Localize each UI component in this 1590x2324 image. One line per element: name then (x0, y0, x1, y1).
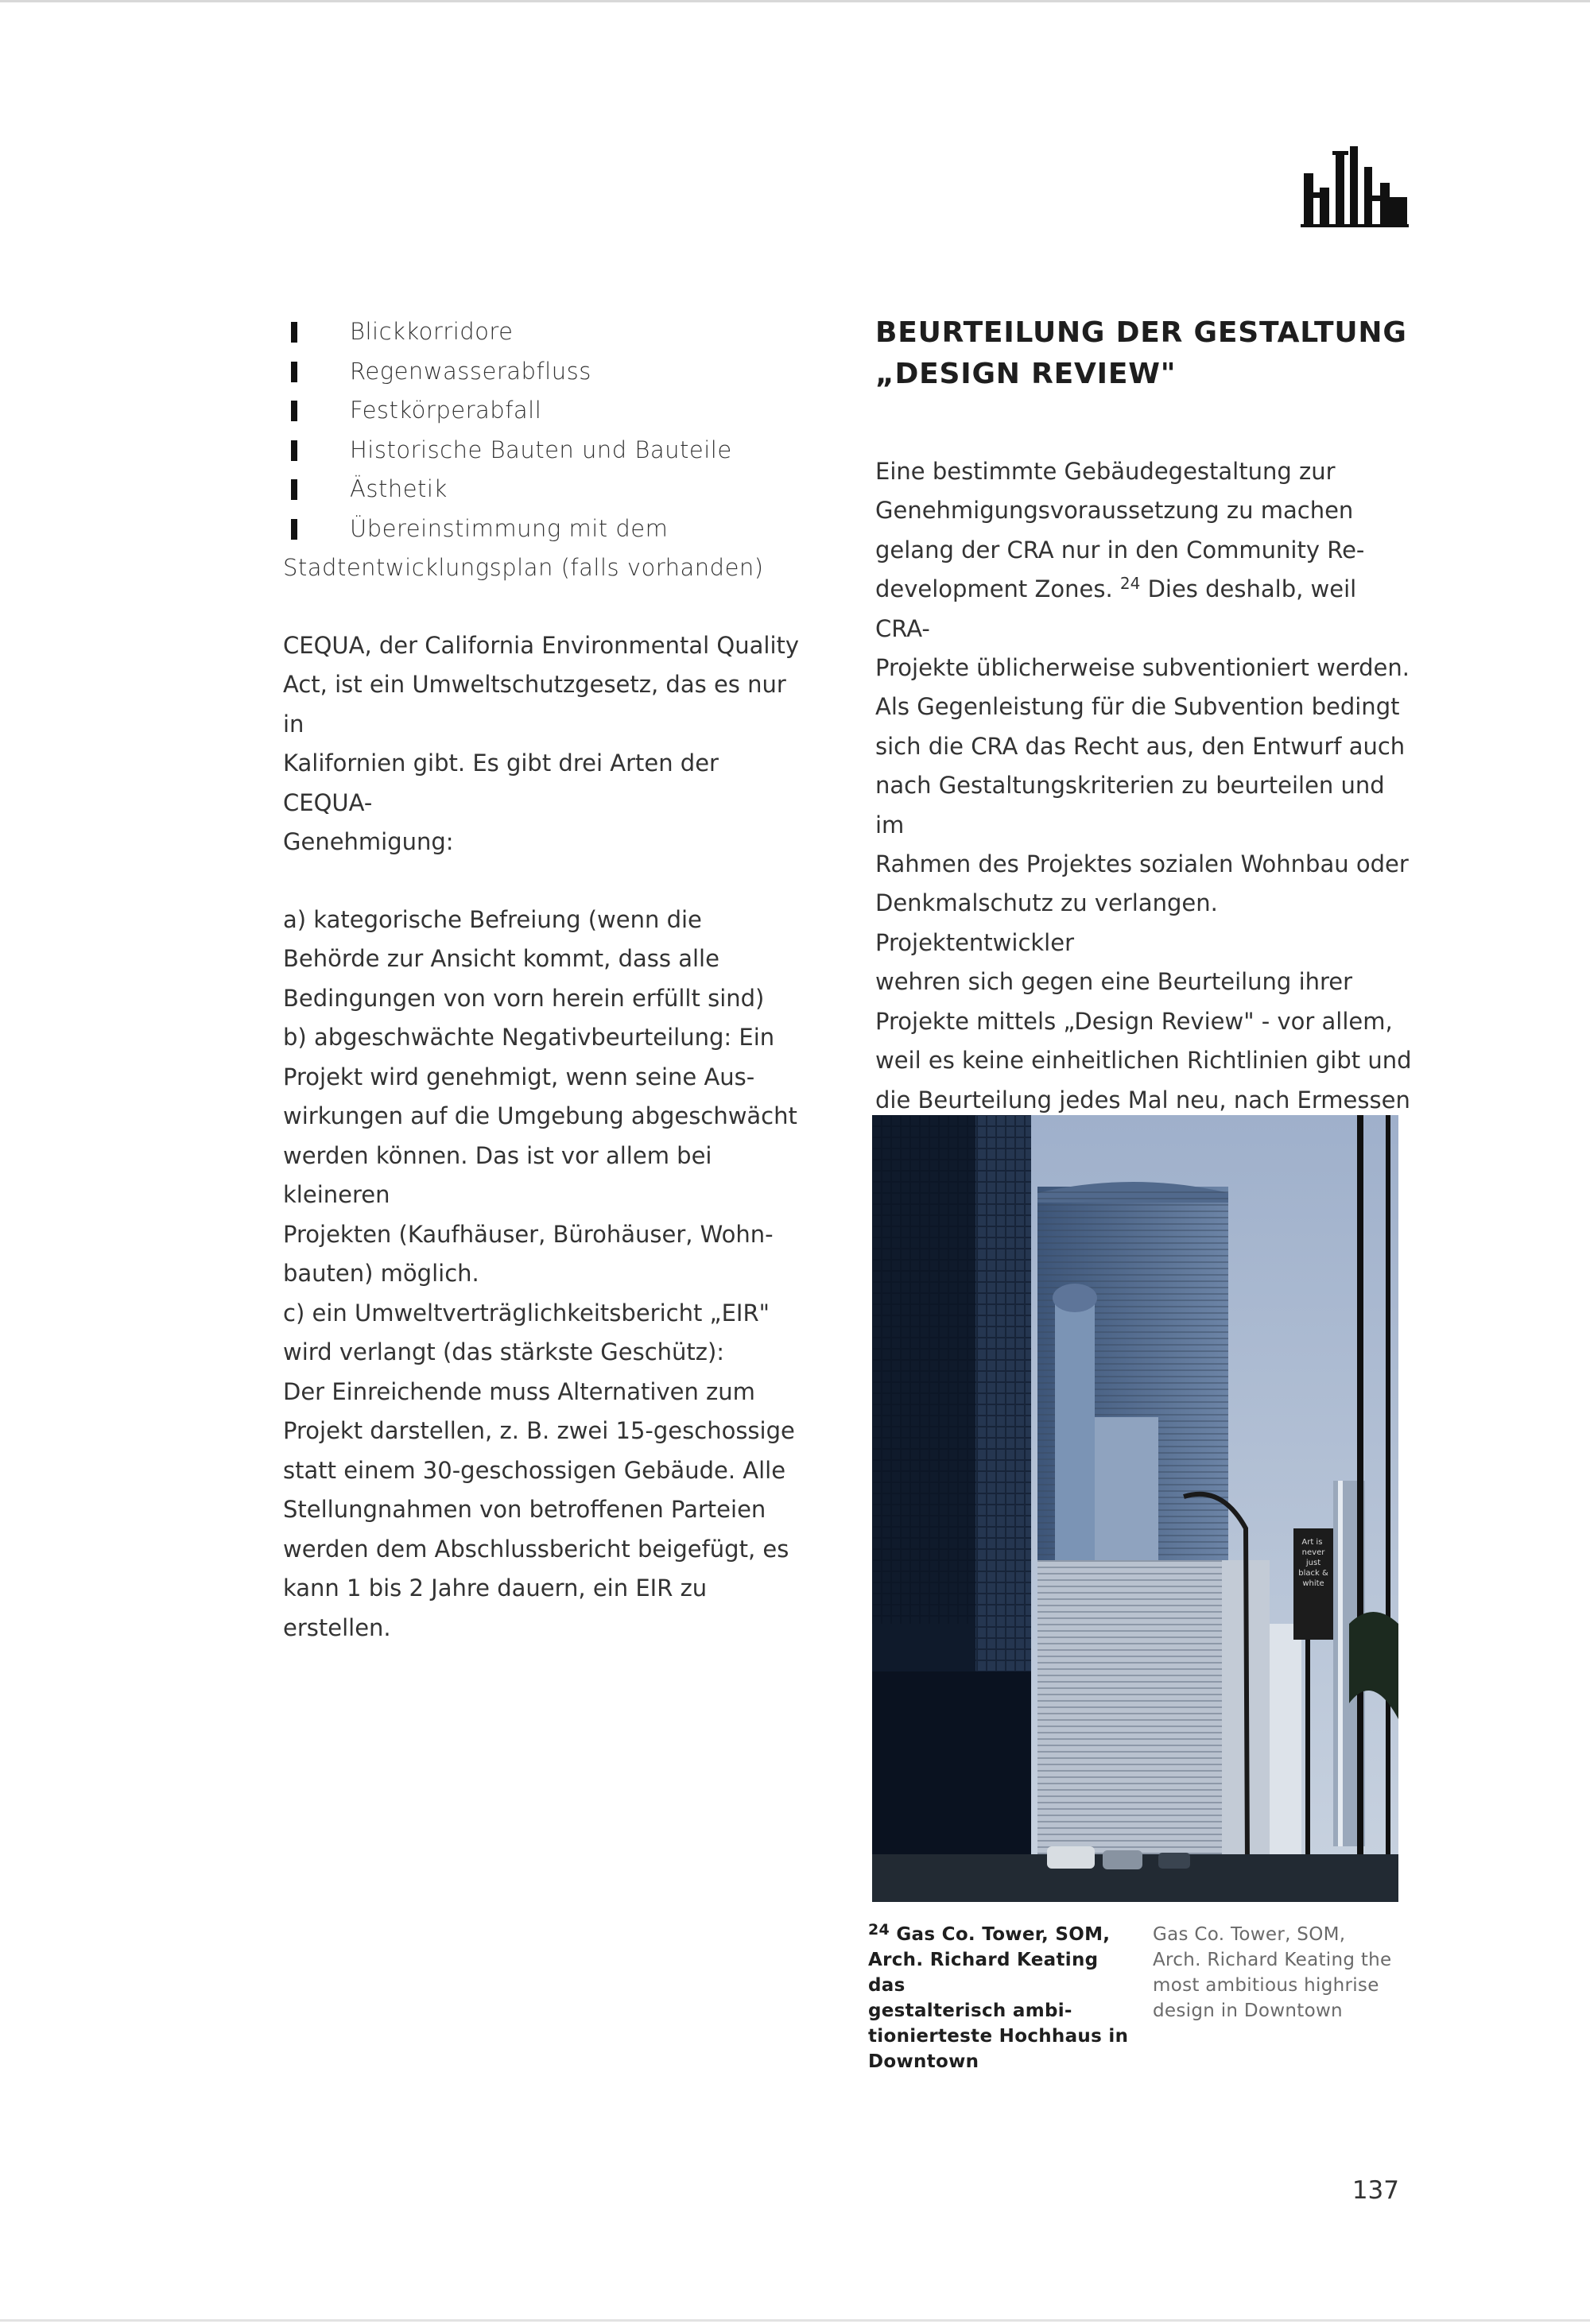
list-item (283, 312, 808, 352)
bullet-marker (291, 401, 297, 421)
banner-text-line: white (1302, 1579, 1324, 1588)
list-item-text: Historische Bauten und Bauteile (350, 436, 732, 463)
design-review-paragraph (875, 452, 1416, 1159)
approval-type-c: c) ein Umweltverträglichkeitsbericht „EIR" wird verlangt (das stärkste Geschütz): Der Einreichende muss Alternativen zum Projekt darstellen, z. B. zwei 15-geschossige statt einem 30-geschossigen Gebäude. Alle Stellungnahmen von betroffenen Parteien werden dem Abschlussbericht beigefügt, es kann 1 bis 2 Jahre dauern, ein EIR zu erstellen. (283, 1299, 795, 1641)
photo-illustration (872, 1115, 1398, 1902)
bullet-marker (291, 479, 297, 500)
approval-type-b: b) abgeschwächte Negativbeurteilung: Ein Projekt wird genehmigt, wenn seine Aus- wirkungen auf die Umgebung abgeschwächt werden können. Das ist vor allem bei kleineren Projekten (Kaufhäuser, Bürohäuser, Wohn- bauten) möglich. (283, 1024, 797, 1287)
criteria-list (283, 312, 808, 548)
list-item-text: Regenwasserabfluss (350, 357, 591, 385)
bullet-marker (291, 322, 297, 343)
top-rule (0, 0, 1590, 2)
list-item-text: Ästhetik (350, 475, 448, 502)
list-item (283, 352, 808, 392)
paragraph-text-start: Eine bestimmte Gebäudegestaltung zur Genehmigungsvoraussetzung zu machen gelang der CRA nur in den Community Re- development Zones. (875, 458, 1365, 603)
left-column (283, 312, 808, 1648)
bottom-rule (0, 2319, 1590, 2322)
right-column (875, 312, 1416, 1182)
list-item (283, 391, 808, 431)
page-number: 137 (1352, 2176, 1399, 2205)
bullet-marker (291, 440, 297, 461)
list-item-text: Festkörperabfall (350, 397, 542, 424)
footnote-reference: 24 (1119, 574, 1141, 594)
caption-number: 24 (868, 1921, 890, 1939)
cequa-approval-types (283, 901, 808, 1648)
banner-text-line: never (1301, 1548, 1325, 1557)
approval-type-a: a) kategorische Befreiung (wenn die Behörde zur Ansicht kommt, dass alle Bedingungen von vorn herein erfüllt sind) (283, 905, 765, 1012)
list-item (283, 509, 808, 549)
cequa-paragraph: CEQUA, der California Environmental Quality Act, ist ein Umweltschutzgesetz, das es nur in Kalifornien gibt. Es gibt drei Arten der CEQUA- Genehmigung: (283, 631, 800, 855)
list-item-text: Blickkorridore (350, 318, 514, 345)
list-item-continuation: Stadtentwicklungsplan (falls vorhanden) (283, 554, 764, 581)
paragraph-text-end: Dies deshalb, weil CRA- Projekte üblicherweise subventioniert werden. Als Gegenleistung für die Subvention bedingt sich die CRA das Recht aus, den Entwurf auch nach Gestaltungskriterien zu beurteilen und im Rahmen des Projektes sozialen Wohnbau oder Denkmalschutz zu verlangen. Projektentwickler wehren sich gegen eine Beurteilung ihrer Projekte mittels „Design Review" - vor allem, weil es keine einheitlichen Richtlinien gibt und die Beurteilung jedes Mal neu, nach Ermessen (875, 575, 1412, 1114)
banner-text-line: black & (1298, 1569, 1328, 1578)
section-heading: BEURTEILUNG DER GESTALTUNG „DESIGN REVIEW" (875, 316, 1407, 390)
list-item-text: Übereinstimmung mit dem (350, 514, 669, 542)
figure-caption-german (868, 1922, 1130, 2074)
banner-text-line: just (1305, 1559, 1321, 1567)
gas-company-tower-photo (872, 1115, 1398, 1902)
caption-text: Gas Co. Tower, SOM, Arch. Richard Keating das gestalterisch ambi- tionierteste Hochhaus in Downtown (868, 1924, 1129, 2072)
banner-text-content: Art is (1301, 1538, 1323, 1547)
list-item (283, 431, 808, 471)
bullet-marker (291, 362, 297, 382)
figure-caption-english: Gas Co. Tower, SOM, Arch. Richard Keating the most ambitious highrise design in Downtown (1153, 1924, 1392, 2021)
publisher-logo-icon (1301, 146, 1409, 227)
list-item (283, 470, 808, 509)
bullet-marker (291, 519, 297, 540)
